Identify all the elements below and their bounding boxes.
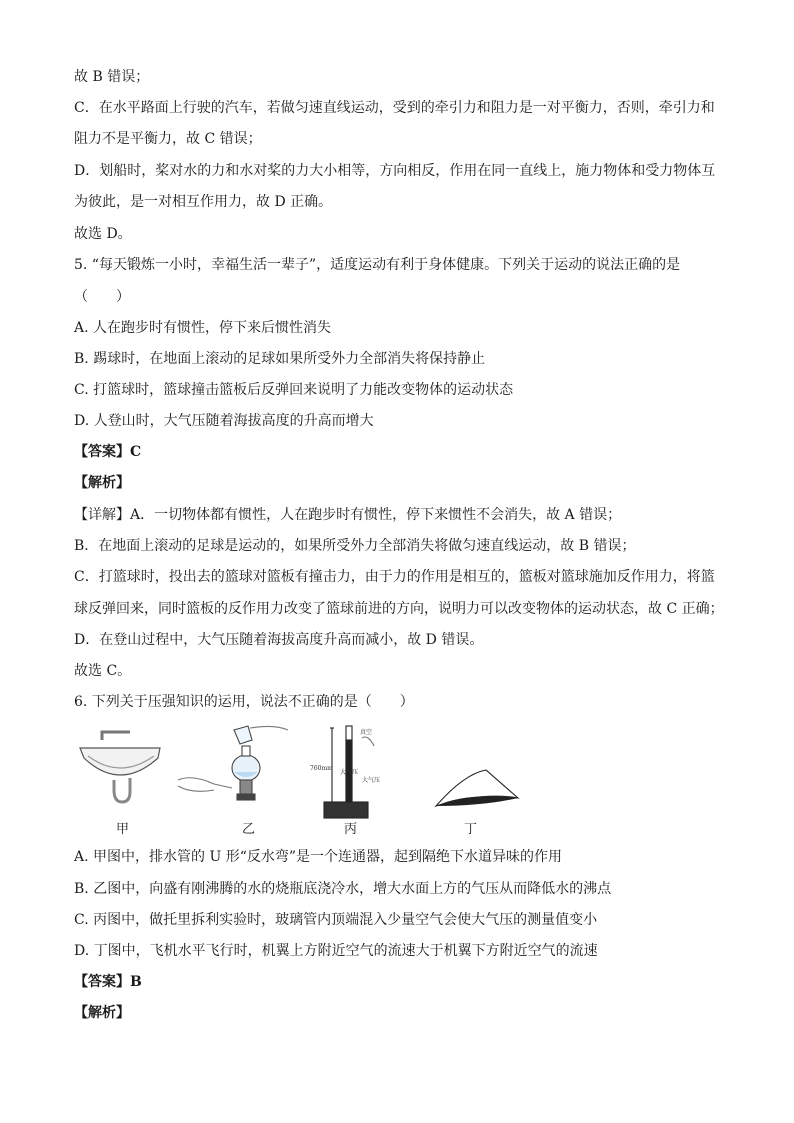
- caption-yi: 乙: [242, 822, 256, 837]
- q6-option-c: C. 丙图中，做托里拆利实验时，玻璃管内顶端混入少量空气会使大气压的测量值变小: [74, 912, 598, 928]
- q5-conclusion: 故选 C。: [74, 663, 132, 679]
- q6-option-b: B. 乙图中，向盛有刚沸腾的水的烧瓶底浇冷水，增大水面上方的气压从而降低水的沸点: [74, 881, 612, 897]
- question-5-stem: 5. “每天锻炼一小时，幸福生活一辈子”，适度运动有利于身体健康。下列关于运动的说法正确的是: [74, 257, 681, 273]
- q6-option-a: A. 甲图中，排水管的 U 形“反水弯”是一个连通器，起到隔绝下水道异味的作用: [74, 849, 563, 865]
- pressure-label-left: 大气压: [340, 769, 359, 776]
- q5-analysis-heading: 【解析】: [74, 475, 130, 491]
- line-5: 为彼此，是一对相互作用力，故 D 正确。: [74, 194, 333, 210]
- q6-answer: 【答案】B: [74, 974, 142, 990]
- q5-detail-c1: C．打篮球时，投出去的篮球对篮板有撞击力，由于力的作用是相互的，篮板对篮球施加反作用力，将篮: [74, 569, 715, 585]
- caption-jia: 甲: [116, 822, 130, 837]
- line-3: 阻力不是平衡力，故 C 错误；: [74, 131, 262, 147]
- q5-detail-d: D．在登山过程中，大气压随着海拔高度升高而减小，故 D 错误。: [74, 632, 484, 648]
- sink-drawing: [80, 732, 160, 802]
- caption-bing: 丙: [344, 822, 358, 837]
- wing-drawing: [436, 770, 518, 806]
- q6-analysis-heading: 【解析】: [74, 1005, 130, 1021]
- line-2: C．在水平路面上行驶的汽车，若做匀速直线运动，受到的牵引力和阻力是一对平衡力，否则，牵引力和: [74, 100, 715, 116]
- q6-option-d: D. 丁图中，飞机水平飞行时，机翼上方附近空气的流速大于机翼下方附近空气的流速: [74, 943, 598, 959]
- q5-option-c: C. 打篮球时，篮球撞击篮板后反弹回来说明了力能改变物体的运动状态: [74, 382, 514, 398]
- pressure-label-right: 大气压: [362, 777, 381, 784]
- question-6-figure: [74, 722, 594, 834]
- caption-ding: 丁: [464, 822, 478, 837]
- height-label: 760mm: [310, 765, 333, 772]
- q5-option-b: B. 踢球时，在地面上滚动的足球如果所受外力全部消失将保持静止: [74, 351, 486, 367]
- vacuum-label: 真空: [360, 729, 373, 736]
- q5-answer: 【答案】C: [74, 444, 142, 460]
- q5-option-d: D. 人登山时，大气压随着海拔高度的升高而增大: [74, 413, 374, 429]
- q5-detail-b: B．在地面上滚动的足球是运动的，如果所受外力全部消失将做匀速直线运动，故 B 错误；: [74, 538, 636, 554]
- line-6: 故选 D。: [74, 226, 132, 242]
- line-4: D．划船时，桨对水的力和水对桨的力大小相等，方向相反，作用在同一直线上，施力物体和受力物体互: [74, 163, 716, 179]
- q5-detail-a: 【详解】A．一切物体都有惯性，人在跑步时有惯性，停下来惯性不会消失，故 A 错误；: [74, 507, 622, 523]
- question-5-bracket: （ ）: [74, 289, 130, 305]
- flask-drawing: [178, 726, 288, 800]
- line-1: 故 B 错误；: [74, 69, 150, 85]
- question-6-stem: 6. 下列关于压强知识的运用，说法不正确的是（ ）: [74, 694, 414, 710]
- q5-option-a: A. 人在跑步时有惯性，停下来后惯性消失: [74, 320, 332, 336]
- q5-detail-c2: 球反弹回来，同时篮板的反作用力改变了篮球前进的方向，说明力可以改变物体的运动状态，故 C 正确；: [74, 601, 724, 617]
